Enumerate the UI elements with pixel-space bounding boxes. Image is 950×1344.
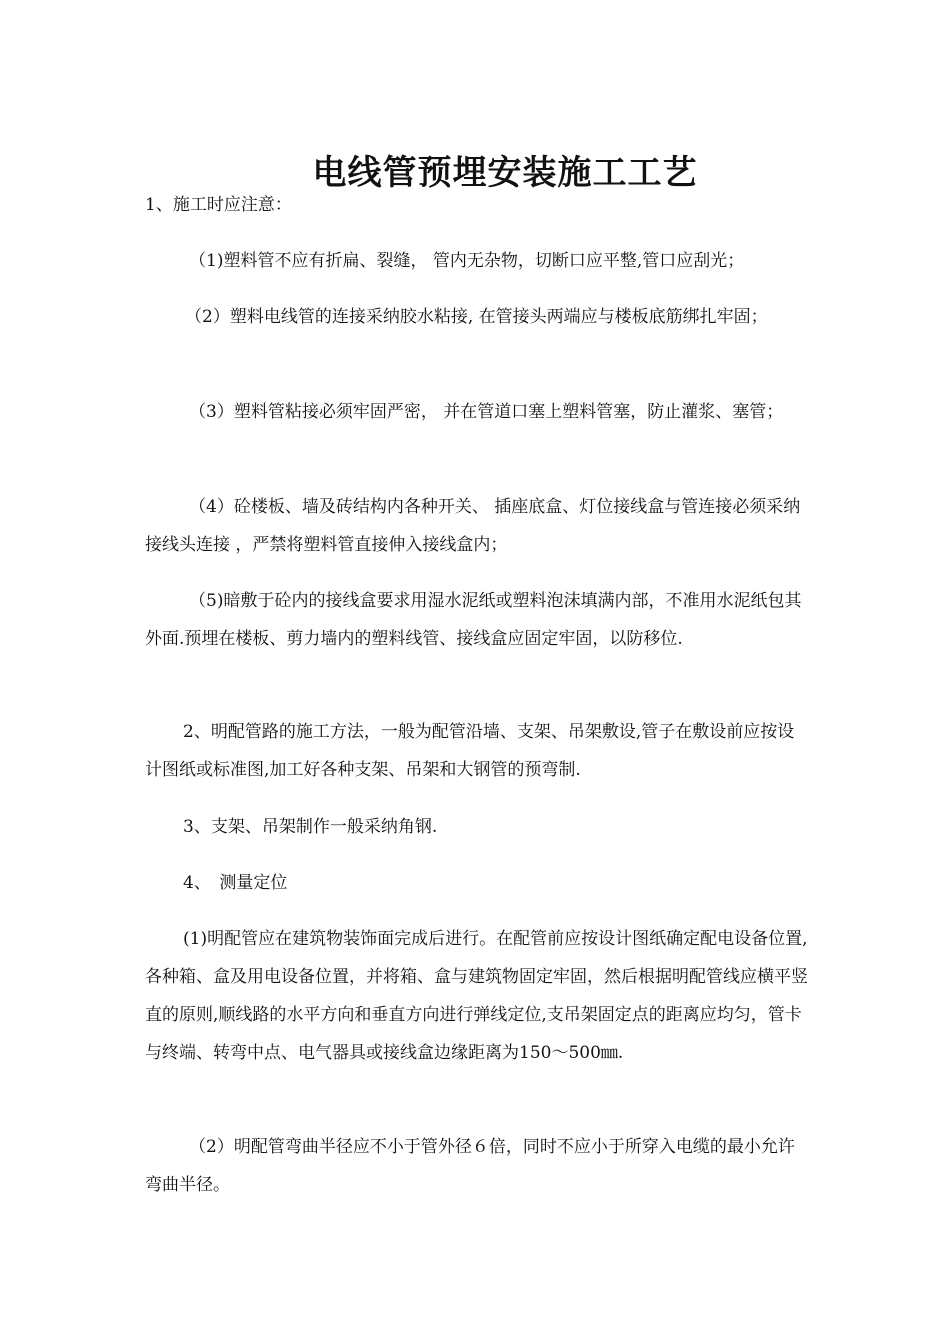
paragraph-11: （2）明配管弯曲半径应不小于管外径６倍，同时不应小于所穿入电缆的最小允许弯曲半径。: [145, 1137, 795, 1195]
paragraph-3: （2）塑料电线管的连接采纳胶水粘接, 在管接头两端应与楼板底筋绑扎牢固；: [185, 307, 768, 327]
paragraph-8: 3、支架、吊架制作一般采纳角钢.: [183, 817, 438, 837]
paragraph-5: （4）砼楼板、墙及砖结构内各种开关、 插座底盒、灯位接线盒与管连接必须采纳接线头连接 ，严禁将塑料管直接伸入接线盒内；: [145, 497, 801, 555]
page-title: 电线管预埋安装施工工艺: [312, 152, 698, 193]
paragraph-4: （3）塑料管粘接必须牢固严密， 并在管道口塞上塑料管塞，防止灌浆、塞管；: [189, 402, 784, 422]
paragraph-1: 1、施工时应注意：: [145, 195, 292, 215]
paragraph-2: （1)塑料管不应有折扁、裂缝， 管内无杂物，切断口应平整,管口应刮光；: [189, 251, 745, 271]
paragraph-9: 4、 测量定位: [183, 873, 288, 893]
paragraph-7: 2、明配管路的施工方法，一般为配管沿墙、支架、吊架敷设,管子在敷设前应按设计图纸或标准图,加工好各种支架、吊架和大钢管的预弯制.: [145, 722, 795, 780]
paragraph-10: (1)明配管应在建筑物装饰面完成后进行。在配管前应按设计图纸确定配电设备位置,各种箱、盒及用电设备位置，并将箱、盒与建筑物固定牢固，然后根据明配管线应横平竖直的原则,顺线路的水平方向和垂直方向进行弹线定位,支吊架固定点的距离应均匀，管卡与终端、转弯中点、电气器具或接线盒边缘距离为150～500㎜.: [145, 929, 808, 1063]
paragraph-6: （5)暗敷于砼内的接线盒要求用湿水泥纸或塑料泡沫填满内部，不准用水泥纸包其外面.预埋在楼板、剪力墙内的塑料线管、接线盒应固定牢固，以防移位.: [145, 591, 802, 649]
